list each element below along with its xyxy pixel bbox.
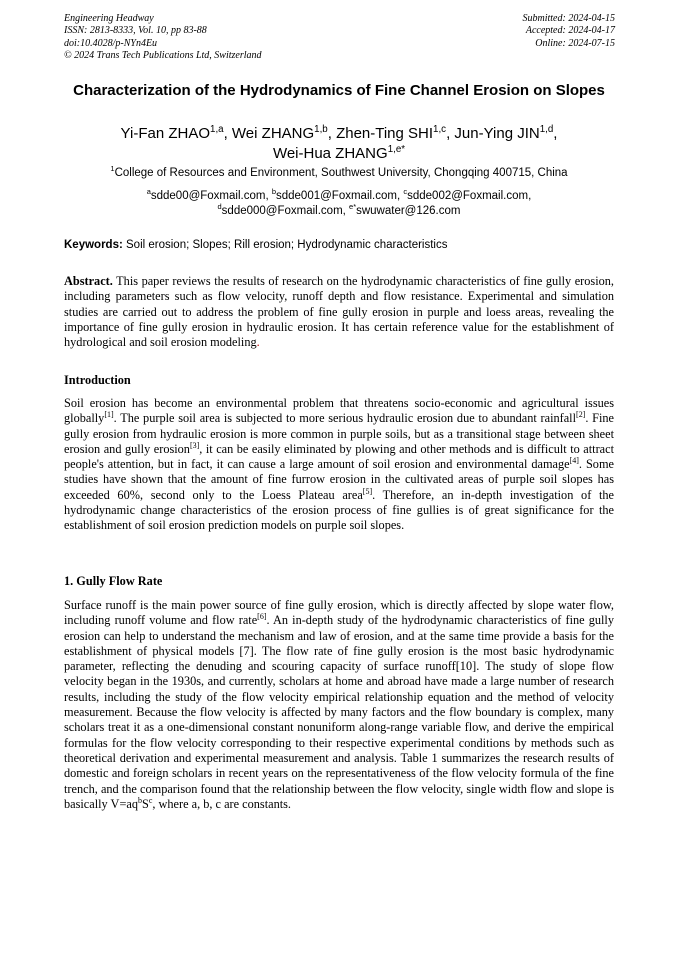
paper-title: Characterization of the Hydrodynamics of Fine Channel Erosion on Slopes: [73, 82, 605, 99]
email-link[interactable]: sdde002@Foxmail.com,: [407, 190, 532, 202]
introduction-heading: Introduction: [64, 373, 131, 387]
intro-text: . Therefore, an in-depth investigation of the hydrodynamic change characteristics of the erosion process of fine gullies is of great significance for the establishment of soil erosion prediction models on purple soil slopes.: [64, 487, 614, 533]
author-name: Jun-Ying JIN: [454, 125, 540, 142]
affiliation: [64, 166, 614, 180]
citation-ref[interactable]: [1]: [104, 410, 114, 420]
journal-header-left: [64, 13, 262, 63]
formula-part: S: [141, 796, 149, 811]
email-link[interactable]: swuwater@126.com: [356, 204, 461, 217]
affiliation-text: College of Resources and Environment, Southwest University, Chongqing 400715, China: [114, 167, 568, 179]
author-name: Yi-Fan ZHAO: [120, 125, 211, 142]
email-list: [64, 189, 614, 218]
abstract-label: Abstract.: [64, 274, 113, 288]
section-1-paragraph: [64, 598, 614, 812]
doi-line: doi:10.4028/p-NYn4Eu: [64, 37, 158, 49]
submitted-date: Submitted: 2024-04-15: [522, 13, 615, 24]
email-sup: a: [146, 187, 151, 197]
author-affil-sup: 1,b: [314, 124, 328, 135]
email-link[interactable]: sdde000@Foxmail.com,: [221, 204, 346, 217]
section-1-heading: 1. Gully Flow Rate: [64, 574, 163, 588]
author-affil-sup: 1,d: [539, 124, 554, 135]
email-link[interactable]: sdde00@Foxmail.com,: [150, 190, 269, 202]
introduction-paragraph: [64, 396, 614, 534]
formula-exponent: c: [148, 795, 153, 805]
issn-line: ISSN: 2813-8333, Vol. 10, pp 83-88: [64, 25, 207, 37]
citation-ref[interactable]: [4]: [569, 456, 579, 466]
section-text: . An in-depth study of the hydrodynamic characteristics of fine gully erosion can help to understand the mechanism and law of erosion, and at the same time provide a basis for the establishment of physical models [7]. The flow rate of fine gully erosion is the most basic hydrodynamic parameter, reflecting the denuding and scouring capacity of surface runoff[10]. The study of slope flow velocity began in the 1930s, and currently, scholars at home and abroad have made a large number of research results, including the study of the flow velocity empirical relationship equation and the method of velocity measurement. Because the flow velocity is affected by many factors and the flow boundary is complex, many scholars treat it as a one-dimensional constant nonuniform along-range variable flow, and derive the empirical formulas for the flow velocity corresponding to their respective experimental conditions by methods such as theoretical derivation and experimental measurement and analysis. Table 1 summarizes the research results of domestic and foreign scholars in recent years on the representativeness of the flow velocity formula of the fine trench, and the comparison found that the relationship between the flow velocity, single width flow and slope is basically V=aq: [64, 613, 614, 811]
intro-text: . Some studies have shown that the amount of fine furrow erosion in the cultivated areas of purple soil slopes has exceeded 60%, second only to the Loess Plateau area: [64, 457, 614, 502]
email-sup: e*: [349, 201, 357, 211]
intro-text: . The purple soil area is subjected to more serious hydraulic erosion due to abundant rainfall: [113, 411, 577, 426]
email-sup: d: [217, 201, 222, 211]
author-name: Wei ZHANG: [231, 125, 315, 142]
copyright-line: © 2024 Trans Tech Publications Ltd, Switzerland: [64, 50, 262, 62]
affiliation-sup: 1: [110, 164, 115, 174]
author-affil-sup: 1,e*: [387, 144, 406, 155]
intro-text: , it can be easily eliminated by plowing and other methods and is difficult to attract people's attention, but in fact, it can cause a large amount of soil erosion and environmental damage: [64, 441, 615, 472]
email-sup: b: [271, 187, 276, 197]
section-text: , where a, b, c are constants.: [152, 796, 291, 811]
citation-ref[interactable]: [6]: [257, 612, 267, 622]
accepted-date: Accepted: 2024-04-17: [525, 25, 615, 37]
journal-header-right: [523, 13, 616, 50]
author-name: Zhen-Ting SHI: [336, 125, 434, 142]
keywords-text: Soil erosion; Slopes; Rill erosion; Hydrodynamic characteristics: [126, 239, 448, 251]
email-link[interactable]: sdde001@Foxmail.com,: [276, 190, 401, 202]
keywords-label: Keywords:: [64, 239, 123, 251]
author-list: Yi-Fan ZHAO$^{1,a}$, Wei ZHANG$^{1,b}$, Zhen-Ting SHI$^{1,c}$, Jun-Ying JIN$^{1,d}$, Wei-Hua $ZHANG^{1,e*}$: [120, 124, 558, 162]
formula-exponent: b: [137, 795, 142, 805]
email-sup: c: [403, 187, 408, 197]
intro-text: Soil erosion has become an environmental problem that threatens socio-economic and agricultural issues globally: [64, 396, 614, 426]
journal-name: Engineering Headway: [64, 13, 154, 24]
keywords: [64, 238, 614, 252]
author-name: Wei-Hua ZHANG: [272, 145, 388, 162]
abstract: [64, 274, 614, 350]
citation-ref[interactable]: [2]: [576, 410, 586, 420]
citation-ref[interactable]: [3]: [189, 440, 200, 450]
online-date: Online: 2024-07-15: [535, 37, 615, 49]
abstract-end: .: [256, 335, 260, 350]
section-text: Surface runoff is the main power source of fine gully erosion, which is directly affected by slope water flow, including runoff volume and flow rate: [64, 598, 614, 628]
intro-text: . Fine gully erosion from hydraulic erosion is more common in purple soils, but as a transitional stage between sheet erosion and gully erosion: [64, 411, 615, 456]
citation-ref[interactable]: [5]: [362, 486, 373, 496]
abstract-text: This paper reviews the results of research on the hydrodynamic characteristics of fine gully erosion, including parameters such as flow velocity, runoff depth and flow resistance. Experimental and simulation studies are carried out to address the problem of fine gully erosion in purple and loess areas, revealing the importance of fine gully erosion in hydraulic erosion. It has certain reference value for the establishment of hydrological and soil erosion modeling: [64, 274, 614, 350]
author-affil-sup: 1,c: [433, 124, 447, 135]
author-affil-sup: 1,a: [210, 124, 224, 135]
